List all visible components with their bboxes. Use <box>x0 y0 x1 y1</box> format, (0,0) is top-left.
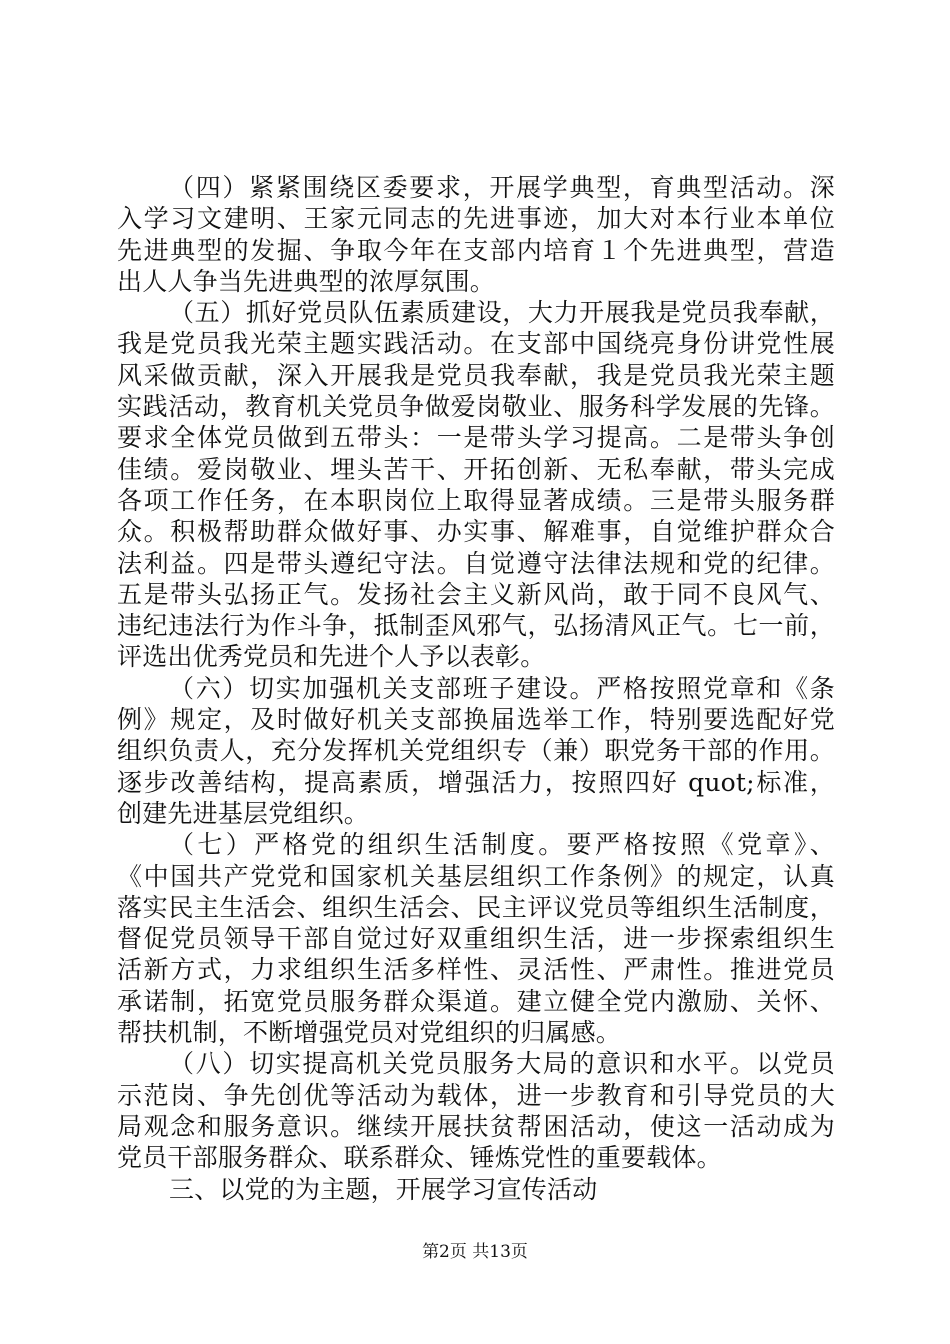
page-footer: 第2页 共13页 <box>422 1242 528 1262</box>
text-line: 出人人争当先进典型的浓厚氛围。 <box>117 266 496 296</box>
text-line: 督促党员领导干部自觉过好双重组织生活，进一步探索组织生 <box>117 924 835 954</box>
text-line: 风采做贡献，深入开展我是党员我奉献，我是党员我光荣主题 <box>117 360 835 390</box>
document-body <box>117 172 835 1205</box>
text-line: 逐步改善结构，提高素质，增强活力，按照四好 quot;标准， <box>117 767 835 797</box>
text-line: （五）抓好党员队伍素质建设，大力开展我是党员我奉献， <box>169 298 835 328</box>
text-line: 党员干部服务群众、联系群众、锤炼党性的重要载体。 <box>117 1143 722 1173</box>
text-line: 佳绩。爱岗敬业、埋头苦干、开拓创新、无私奉献，带头完成 <box>117 454 835 484</box>
text-line: 承诺制，拓宽党员服务群众渠道。建立健全党内激励、关怀、 <box>117 986 835 1016</box>
text-line: 落实民主生活会、组织生活会、民主评议党员等组织生活制度， <box>117 892 835 922</box>
text-line: （四）紧紧围绕区委要求，开展学典型，育典型活动。深 <box>169 173 835 202</box>
text-line: 示范岗、争先创优等活动为载体，进一步教育和引导党员的大 <box>117 1080 835 1110</box>
text-line: 各项工作任务，在本职岗位上取得显著成绩。三是带头服务群 <box>117 485 835 515</box>
text-line: 法利益。四是带头遵纪守法。自觉遵守法律法规和党的纪律。 <box>117 548 835 578</box>
text-line: （六）切实加强机关支部班子建设。严格按照党章和《条 <box>169 673 835 703</box>
text-line: 先进典型的发掘、争取今年在支部内培育１个先进典型，营造 <box>117 235 835 265</box>
text-line: 众。积极帮助群众做好事、办实事、解难事，自觉维护群众合 <box>117 517 835 547</box>
text-line: 例》规定，及时做好机关支部换届选举工作，特别要选配好党 <box>117 705 835 735</box>
text-line: （七）严格党的组织生活制度。要严格按照《党章》、 <box>169 830 835 860</box>
text-line: 三、以党的为主题，开展学习宣传活动 <box>169 1174 598 1204</box>
text-line: （八）切实提高机关党员服务大局的意识和水平。以党员 <box>169 1049 835 1079</box>
text-line: 评选出优秀党员和先进个人予以表彰。 <box>117 642 546 672</box>
text-line: 帮扶机制，不断增强党员对党组织的归属感。 <box>117 1018 622 1048</box>
text-line: 我是党员我光荣主题实践活动。在支部中国绕亮身份讲党性展 <box>117 329 835 359</box>
text-line: 创建先进基层党组织。 <box>117 798 370 828</box>
text-line: 入学习文建明、王家元同志的先进事迹，加大对本行业本单位 <box>117 204 835 234</box>
text-line: 活新方式，力求组织生活多样性、灵活性、严肃性。推进党员 <box>117 955 835 985</box>
text-line: 组织负责人，充分发挥机关党组织专（兼）职党务干部的作用。 <box>117 736 835 766</box>
text-line: 要求全体党员做到五带头：一是带头学习提高。二是带头争创 <box>117 423 835 453</box>
text-line: 《中国共产党党和国家机关基层组织工作条例》的规定，认真 <box>117 861 835 891</box>
text-line: 局观念和服务意识。继续开展扶贫帮困活动，使这一活动成为 <box>117 1111 835 1141</box>
text-line: 违纪违法行为作斗争，抵制歪风邪气，弘扬清风正气。七一前， <box>117 611 835 641</box>
text-line: 五是带头弘扬正气。发扬社会主义新风尚，敢于同不良风气、 <box>117 579 835 609</box>
text-line: 实践活动，教育机关党员争做爱岗敬业、服务科学发展的先锋。 <box>117 392 835 422</box>
